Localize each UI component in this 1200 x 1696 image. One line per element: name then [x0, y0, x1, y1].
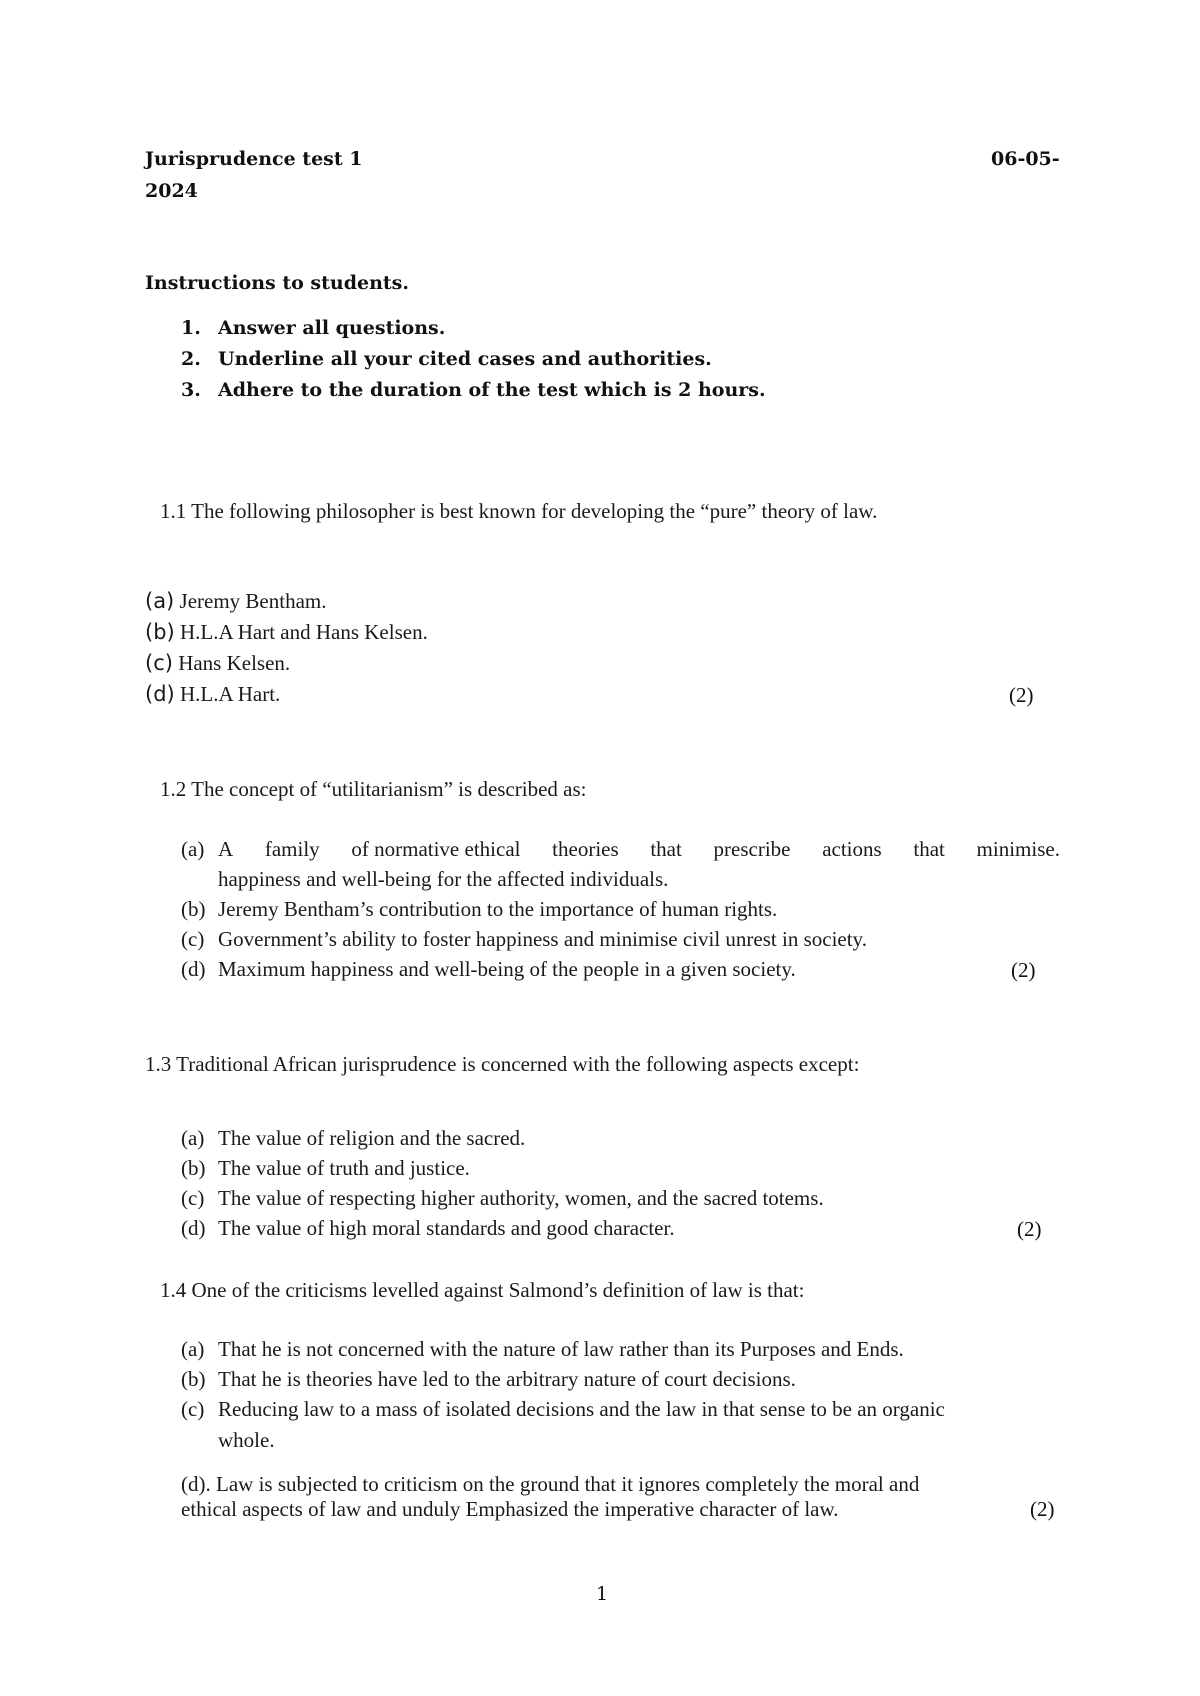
page-number: 1 [596, 1583, 609, 1605]
question-1-4-option-a [181, 1337, 904, 1362]
question-1-4-option-d-line2: ethical aspects of law and unduly Emphasized the imperative character of law. [181, 1497, 839, 1521]
option-text: Jeremy Bentham’s contribution to the importance of human rights. [218, 897, 778, 921]
question-1-4-option-c-line2: whole. [218, 1428, 275, 1452]
question-1-1-stem: 1.1 The following philosopher is best known for developing the “pure” theory of law. [160, 499, 878, 523]
option-text: H.L.A Hart and Hans Kelsen. [179, 620, 428, 644]
option-text: The value of respecting higher authority, women, and the sacred totems. [218, 1186, 824, 1210]
instruction-item [181, 375, 766, 406]
question-1-1-option-c [145, 651, 290, 676]
option-text: Hans Kelsen. [178, 651, 291, 675]
option-label: (a) [181, 1337, 205, 1361]
option-label: (a) [145, 589, 175, 613]
question-1-3-option-b [181, 1156, 470, 1181]
word: actions [822, 837, 882, 861]
test-title: Jurisprudence test 1 [145, 148, 363, 170]
option-label: (a) [181, 1126, 205, 1150]
instructions-heading: Instructions to students. [145, 272, 409, 294]
option-text: The value of high moral standards and good character. [218, 1216, 675, 1240]
instruction-number: 2. [181, 348, 201, 370]
option-text: Government’s ability to foster happiness and minimise civil unrest in society. [218, 927, 867, 951]
question-1-2-option-a-label: (a) [181, 837, 205, 861]
option-label: (b) [181, 1367, 206, 1391]
option-label: (c) [181, 1186, 205, 1210]
question-1-2-option-b [181, 897, 777, 922]
question-1-4-option-d [181, 1472, 919, 1497]
word: theories [552, 837, 619, 861]
question-1-4-stem: 1.4 One of the criticisms levelled against Salmond’s definition of law is that: [160, 1278, 805, 1302]
instruction-number: 1. [181, 317, 201, 339]
question-1-2-option-c [181, 927, 867, 952]
option-label: (d) [181, 957, 206, 981]
question-1-4-marks: (2) [1030, 1497, 1055, 1521]
instruction-text: Adhere to the duration of the test which is 2 hours. [218, 379, 766, 401]
instruction-item [181, 313, 766, 344]
option-label: (d) [145, 682, 175, 706]
test-date-part2: 2024 [145, 180, 198, 202]
option-label: (d). [181, 1472, 211, 1496]
option-text: That he is not concerned with the nature of law rather than its Purposes and Ends. [218, 1337, 904, 1361]
word: of normative ethical [351, 837, 521, 861]
option-text: Law is subjected to criticism on the ground that it ignores completely the moral and [216, 1472, 920, 1496]
option-text: Maximum happiness and well-being of the people in a given society. [218, 957, 796, 981]
option-label: (d) [181, 1216, 206, 1240]
question-1-3-option-a [181, 1126, 525, 1151]
question-1-2-option-a-line2: happiness and well-being for the affected individuals. [218, 867, 669, 891]
word: that [650, 837, 682, 861]
option-text: Reducing law to a mass of isolated decisions and the law in that sense to be an organic [218, 1397, 945, 1421]
word: family [264, 837, 320, 861]
question-1-3-stem: 1.3 Traditional African jurisprudence is concerned with the following aspects except: [145, 1052, 860, 1076]
instruction-text: Answer all questions. [218, 317, 446, 339]
option-label: (b) [145, 620, 175, 644]
instruction-text: Underline all your cited cases and authorities. [218, 348, 712, 370]
option-label: (c) [181, 1397, 205, 1421]
question-1-3-marks: (2) [1017, 1217, 1042, 1241]
instruction-number: 3. [181, 379, 201, 401]
option-label: (b) [181, 897, 206, 921]
word: A [218, 837, 234, 861]
question-1-4-option-c [181, 1397, 945, 1422]
question-1-1-option-b [145, 620, 428, 645]
word: that [913, 837, 945, 861]
word: prescribe [713, 837, 791, 861]
option-text: Jeremy Bentham. [179, 589, 327, 613]
question-1-2-option-a-line1 [218, 837, 1060, 862]
question-1-1-option-d [145, 682, 280, 707]
question-1-1-marks: (2) [1009, 683, 1034, 707]
option-label: (c) [181, 927, 205, 951]
option-text: H.L.A Hart. [179, 682, 281, 706]
question-1-4-option-b [181, 1367, 796, 1392]
test-date-part1: 06-05- [991, 148, 1060, 170]
question-1-1-option-a [145, 589, 326, 614]
instructions-list [181, 313, 766, 406]
instruction-item [181, 344, 766, 375]
question-1-2-option-d [181, 957, 796, 982]
question-1-3-option-d [181, 1216, 675, 1241]
word: minimise. [976, 837, 1060, 861]
question-1-2-marks: (2) [1011, 958, 1036, 982]
option-text: The value of religion and the sacred. [218, 1126, 526, 1150]
option-label: (c) [145, 651, 173, 675]
option-text: The value of truth and justice. [218, 1156, 470, 1180]
option-label: (b) [181, 1156, 206, 1180]
question-1-2-stem: 1.2 The concept of “utilitarianism” is described as: [160, 777, 587, 801]
question-1-3-option-c [181, 1186, 824, 1211]
option-text: That he is theories have led to the arbitrary nature of court decisions. [218, 1367, 796, 1391]
